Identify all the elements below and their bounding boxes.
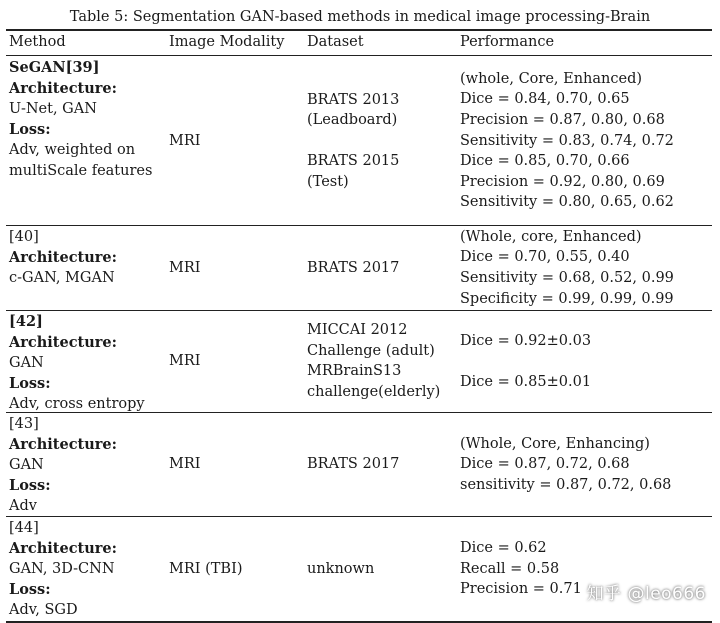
cell-line: BRATS 2013 — [307, 91, 400, 108]
cell-line: Adv, weighted on — [9, 142, 136, 159]
dataset-cell — [307, 258, 399, 279]
cell-line: MRBrainS13 — [307, 363, 402, 380]
cell-line: Dice = 0.92±0.03 — [460, 332, 592, 349]
dataset-cell — [307, 559, 374, 580]
dataset-cell — [307, 320, 440, 402]
cell-line: challenge(elderly) — [307, 384, 441, 401]
performance-cell — [460, 69, 674, 213]
cell-line: c-GAN, MGAN — [9, 270, 115, 287]
method-cell — [9, 58, 152, 182]
modality-cell — [169, 258, 201, 279]
cell-line: Loss: — [9, 374, 51, 392]
cell-line: Sensitivity = 0.80, 0.65, 0.62 — [460, 194, 674, 211]
cell-line: Dice = 0.84, 0.70, 0.65 — [460, 91, 630, 108]
cell-line: [40] — [9, 229, 39, 245]
performance-cell — [460, 434, 671, 496]
cell-line: Loss: — [9, 580, 51, 598]
cell-line: Loss: — [9, 476, 51, 494]
cell-line: Architecture: — [9, 435, 117, 453]
cell-line: Sensitivity = 0.83, 0.74, 0.72 — [460, 132, 674, 149]
cell-line: (Whole, core, Enhanced) — [460, 228, 642, 245]
cell-line: Adv, SGD — [9, 602, 78, 619]
cell-line: Image Modality — [169, 34, 285, 50]
cell-line: Precision = 0.71 — [460, 581, 582, 598]
row-rule — [6, 516, 712, 517]
cell-line: MICCAI 2012 — [307, 322, 408, 339]
dataset-cell — [307, 454, 399, 475]
cell-line: MRI (TBI) — [169, 560, 243, 577]
cell-line: Architecture: — [9, 248, 117, 266]
cell-line: Precision = 0.92, 0.80, 0.69 — [460, 173, 665, 190]
cell-line: Architecture: — [9, 79, 117, 97]
cell-line — [307, 131, 399, 152]
cell-line: Architecture: — [9, 333, 117, 351]
cell-line: Sensitivity = 0.68, 0.52, 0.99 — [460, 269, 674, 286]
cell-line: Dice = 0.85±0.01 — [460, 373, 592, 390]
cell-line: MRI — [169, 259, 201, 276]
cell-line: unknown — [307, 560, 375, 577]
header-cell — [307, 32, 364, 53]
table-caption: Table 5: Segmentation GAN-based methods in medical image processing-Brain — [69, 9, 651, 25]
cell-line: MRI — [169, 456, 201, 473]
cell-line: (Leadboard) — [307, 112, 398, 129]
cell-line: BRATS 2017 — [307, 259, 400, 276]
cell-line: Dice = 0.70, 0.55, 0.40 — [460, 249, 630, 266]
cell-line: Adv, cross entropy — [9, 396, 145, 413]
modality-cell — [169, 454, 201, 475]
row-rule — [6, 412, 712, 413]
cell-line: Dice = 0.87, 0.72, 0.68 — [460, 456, 630, 473]
cell-line: GAN — [9, 355, 44, 372]
watermark: 知乎 @leo666 — [586, 584, 706, 604]
row-rule — [6, 310, 712, 311]
modality-cell — [169, 559, 242, 580]
cell-line: U-Net, GAN — [9, 101, 97, 118]
cell-line: GAN, 3D-CNN — [9, 561, 115, 578]
header-cell — [9, 32, 66, 53]
header-rule — [6, 55, 712, 56]
cell-line: Specificity = 0.99, 0.99, 0.99 — [460, 290, 674, 307]
cell-line: [42] — [9, 313, 43, 330]
cell-line: Method — [9, 34, 66, 50]
cell-line: [43] — [9, 416, 39, 432]
performance-cell — [460, 227, 674, 309]
header-cell — [460, 32, 554, 53]
cell-line: (whole, Core, Enhanced) — [460, 70, 643, 87]
cell-line: MRI — [169, 132, 201, 149]
cell-line: Adv — [9, 498, 37, 515]
cell-line: SeGAN[39] — [9, 59, 100, 76]
cell-line — [460, 351, 591, 372]
cell-line: BRATS 2015 — [307, 153, 400, 170]
cell-line: multiScale features — [9, 162, 153, 179]
dataset-cell — [307, 90, 399, 193]
method-cell — [9, 227, 117, 289]
cell-line: BRATS 2017 — [307, 456, 400, 473]
cell-line: Loss: — [9, 120, 51, 138]
modality-cell — [169, 351, 201, 372]
cell-line: (Whole, Core, Enhancing) — [460, 435, 650, 452]
method-cell — [9, 414, 117, 517]
cell-line: MRI — [169, 353, 201, 370]
performance-cell — [460, 538, 582, 600]
cell-line: (Test) — [307, 173, 349, 190]
cell-line: Challenge (adult) — [307, 342, 435, 359]
modality-cell — [169, 131, 201, 152]
method-cell — [9, 518, 117, 621]
cell-line: Precision = 0.87, 0.80, 0.68 — [460, 112, 665, 129]
cell-line: [44] — [9, 520, 39, 536]
header-cell — [169, 32, 284, 53]
cell-line: Dice = 0.62 — [460, 540, 547, 557]
cell-line: Recall = 0.58 — [460, 560, 560, 577]
cell-line: GAN — [9, 457, 44, 474]
cell-line: Dataset — [307, 34, 364, 50]
top-rule — [6, 29, 712, 31]
cell-line: Performance — [460, 34, 555, 50]
performance-cell — [460, 331, 591, 393]
cell-line: Architecture: — [9, 539, 117, 557]
cell-line: Dice = 0.85, 0.70, 0.66 — [460, 153, 630, 170]
method-cell — [9, 312, 145, 415]
cell-line: sensitivity = 0.87, 0.72, 0.68 — [460, 476, 672, 493]
